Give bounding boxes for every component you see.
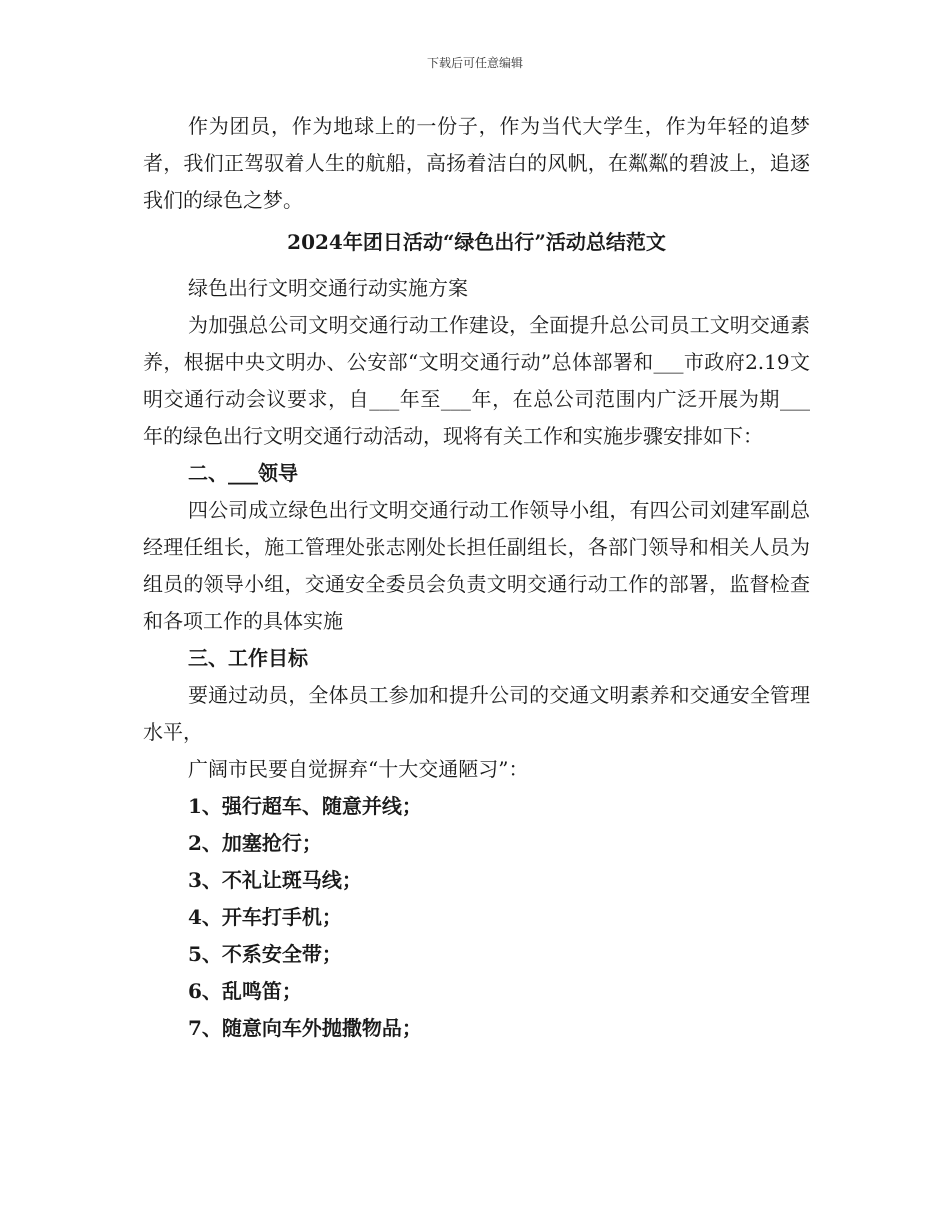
list-item: 1、强行超车、随意并线；	[188, 794, 422, 818]
list-item: 5、不系安全带；	[188, 942, 342, 966]
intro-paragraph: 作为团员，作为地球上的一份子，作为当代大学生，作为年轻的追梦者，我们正驾驭着人生的航船，高扬着洁白的风帆，在粼粼的碧波上，追逐我们的绿色之梦。	[143, 114, 810, 212]
document-body	[143, 108, 810, 1047]
page-header: 下载后可任意编辑	[426, 56, 523, 70]
paragraph-4: 广阔市民要自觉摒弃“十大交通陋习”：	[188, 757, 529, 781]
document-title: 2024年团日活动“绿色出行”活动总结范文	[287, 230, 666, 254]
list-item: 6、乱鸣笛；	[188, 979, 302, 1003]
section-heading-goals: 三、工作目标	[188, 646, 308, 670]
list-item: 3、不礼让斑马线；	[188, 868, 362, 892]
list-item: 4、开车打手机；	[188, 905, 342, 929]
paragraph-1: 为加强总公司文明交通行动工作建设，全面提升总公司员工文明交通素养，根据中央文明办、公安部“文明交通行动”总体部署和___市政府2.19文明交通行动会议要求，自___年至___年，在总公司范围内广泛开展为期___年的绿色出行文明交通行动活动，现将有关工作和实施步骤安排如下：	[143, 313, 810, 448]
paragraph-2: 四公司成立绿色出行文明交通行动工作领导小组，有四公司刘建军副总经理任组长，施工管理处张志刚处长担任副组长，各部门领导和相关人员为组员的领导小组，交通安全委员会负责文明交通行动工作的部署，监督检查和各项工作的具体实施	[143, 498, 810, 633]
list-item: 7、随意向车外抛撒物品；	[188, 1016, 422, 1040]
plan-subtitle: 绿色出行文明交通行动实施方案	[188, 276, 468, 300]
list-item: 2、加塞抢行；	[188, 831, 322, 855]
section-heading-leadership: 二、___领导	[188, 461, 298, 485]
paragraph-3: 要通过动员，全体员工参加和提升公司的交通文明素养和交通安全管理水平，	[143, 683, 810, 744]
